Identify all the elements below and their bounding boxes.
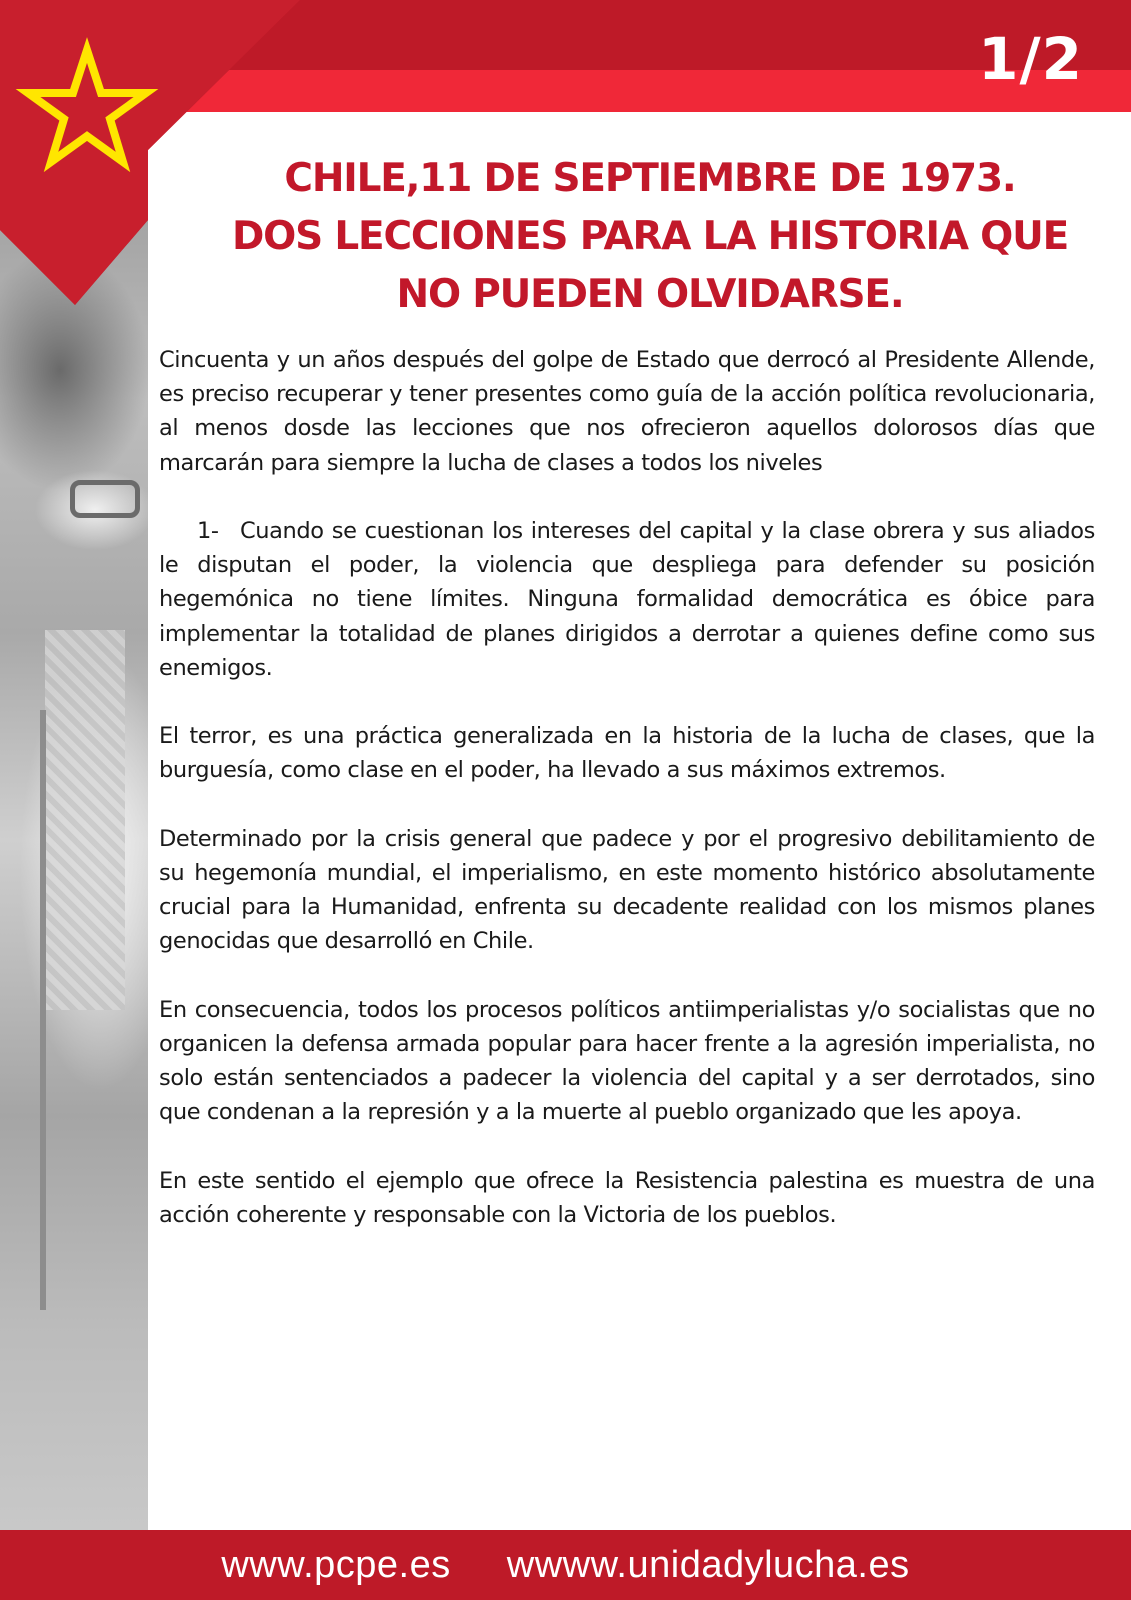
item-text: Cuando se cuestionan los intereses del capital y la clase obrera y sus aliados le disputan el poder, la violencia que despliega para defender su posición hegemónica no tiene límites. Ninguna formalidad democrática es óbice para implementar la totalidad de planes dirigidos a derrotar a quienes define como sus enemigos. bbox=[159, 518, 1095, 681]
paragraph-consequence: En consecuencia, todos los procesos políticos antiimperialistas y/o socialistas que no organicen la defensa armada popular para hacer frente a la agresión imperialista, no solo están sentenciados a padecer la violencia del capital y a ser derrotados, sino que condenan a la represión y a la muerte al pueblo organizado que les apoya. bbox=[159, 996, 1095, 1126]
paragraph-terror: El terror, es una práctica generalizada en la historia de la lucha de clases, que la burguesía, como clase en el poder, ha llevado a sus máximos extremos. bbox=[159, 723, 1095, 784]
title-line-2: DOS LECCIONES PARA LA HISTORIA QUE bbox=[231, 214, 1069, 259]
paragraph-imperialism: Determinado por la crisis general que padece y por el progresivo debilitamiento de su hegemonía mundial, el imperialismo, en este momento histórico absolutamente crucial para la Humanidad, enfrenta su decadente realidad con los mismos planes genocidas que desarrolló en Chile. bbox=[159, 825, 1095, 955]
title-line-1: CHILE,11 DE SEPTIEMBRE DE 1973. bbox=[284, 156, 1016, 201]
footer-link-unidadylucha[interactable]: wwww.unidadylucha.es bbox=[506, 1544, 910, 1586]
page-number: 1/2 bbox=[978, 25, 1083, 93]
footer-link-pcpe[interactable]: www.pcpe.es bbox=[221, 1544, 451, 1586]
title-line-3: NO PUEDEN OLVIDARSE. bbox=[396, 272, 904, 317]
paragraph-palestine: En este sentido el ejemplo que ofrece la Resistencia palestina es muestra de una acción coherente y responsable con la Victoria de los pueblos. bbox=[159, 1167, 1095, 1228]
background-photo bbox=[0, 150, 148, 1530]
article-body bbox=[159, 343, 1095, 1266]
footer bbox=[0, 1530, 1131, 1600]
photo-glasses bbox=[70, 480, 140, 518]
photo-shirt-pattern bbox=[45, 630, 125, 1010]
photo-jacket-edge bbox=[40, 710, 46, 1310]
intro-paragraph: Cincuenta y un años después del golpe de Estado que derrocó al Presidente Allende, es preciso recuperar y tener presentes como guía de la acción política revolucionaria, al menos dosde las lecciones que nos ofrecieron aquellos dolorosos días que marcarán para siempre la lucha de clases a todos los niveles bbox=[159, 347, 1095, 476]
item-number: 1- bbox=[197, 518, 219, 544]
numbered-item-1 bbox=[159, 514, 1095, 685]
page-title bbox=[180, 150, 1120, 324]
